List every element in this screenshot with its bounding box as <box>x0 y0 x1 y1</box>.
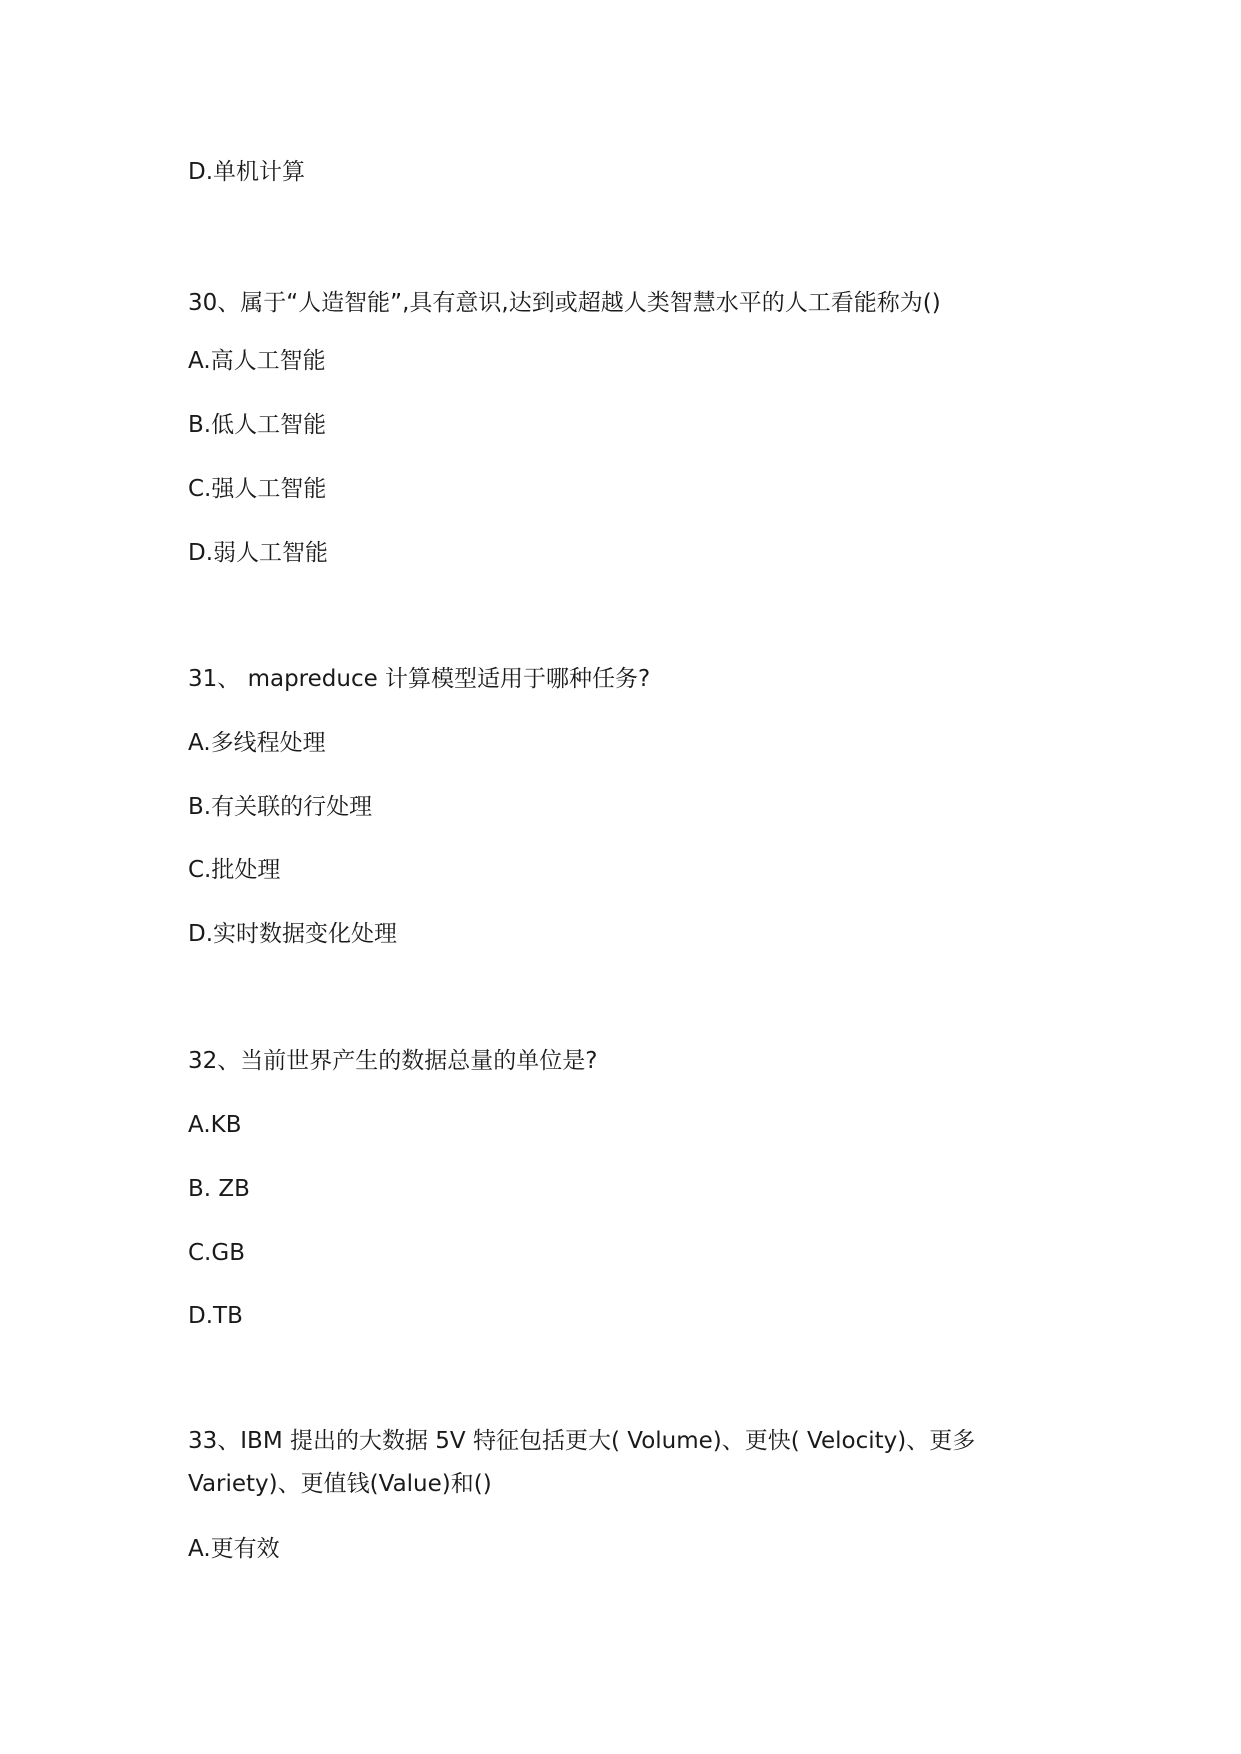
option-30-c: C.强人工智能 <box>188 476 327 502</box>
option-32-b: B. ZB <box>188 1176 250 1202</box>
option-31-b: B.有关联的行处理 <box>188 794 373 820</box>
option-30-b: B.低人工智能 <box>188 412 327 438</box>
option-31-d: D.实时数据变化处理 <box>188 921 398 947</box>
option-31-c: C.批处理 <box>188 857 281 883</box>
option-31-a: A.多线程处理 <box>188 730 326 756</box>
option-32-c: C.GB <box>188 1240 245 1266</box>
option-30-d: D.弱人工智能 <box>188 540 329 566</box>
question-32: 32、当前世界产生的数据总量的单位是? <box>188 1048 598 1074</box>
option-32-a: A.KB <box>188 1112 242 1138</box>
option-29-d: D.单机计算 <box>188 159 306 185</box>
question-30: 30、属于“人造智能”,具有意识,达到或超越人类智慧水平的人工看能称为() <box>188 290 941 316</box>
question-31: 31、 mapreduce 计算模型适用于哪种任务? <box>188 666 651 692</box>
option-32-d: D.TB <box>188 1303 243 1329</box>
option-33-a: A.更有效 <box>188 1536 280 1562</box>
question-33: 33、IBM 提出的大数据 5V 特征包括更大( Volume)、更快( Velocity)、更多 Variety)、更值钱(Value)和() <box>188 1428 976 1497</box>
option-30-a: A.高人工智能 <box>188 348 326 374</box>
